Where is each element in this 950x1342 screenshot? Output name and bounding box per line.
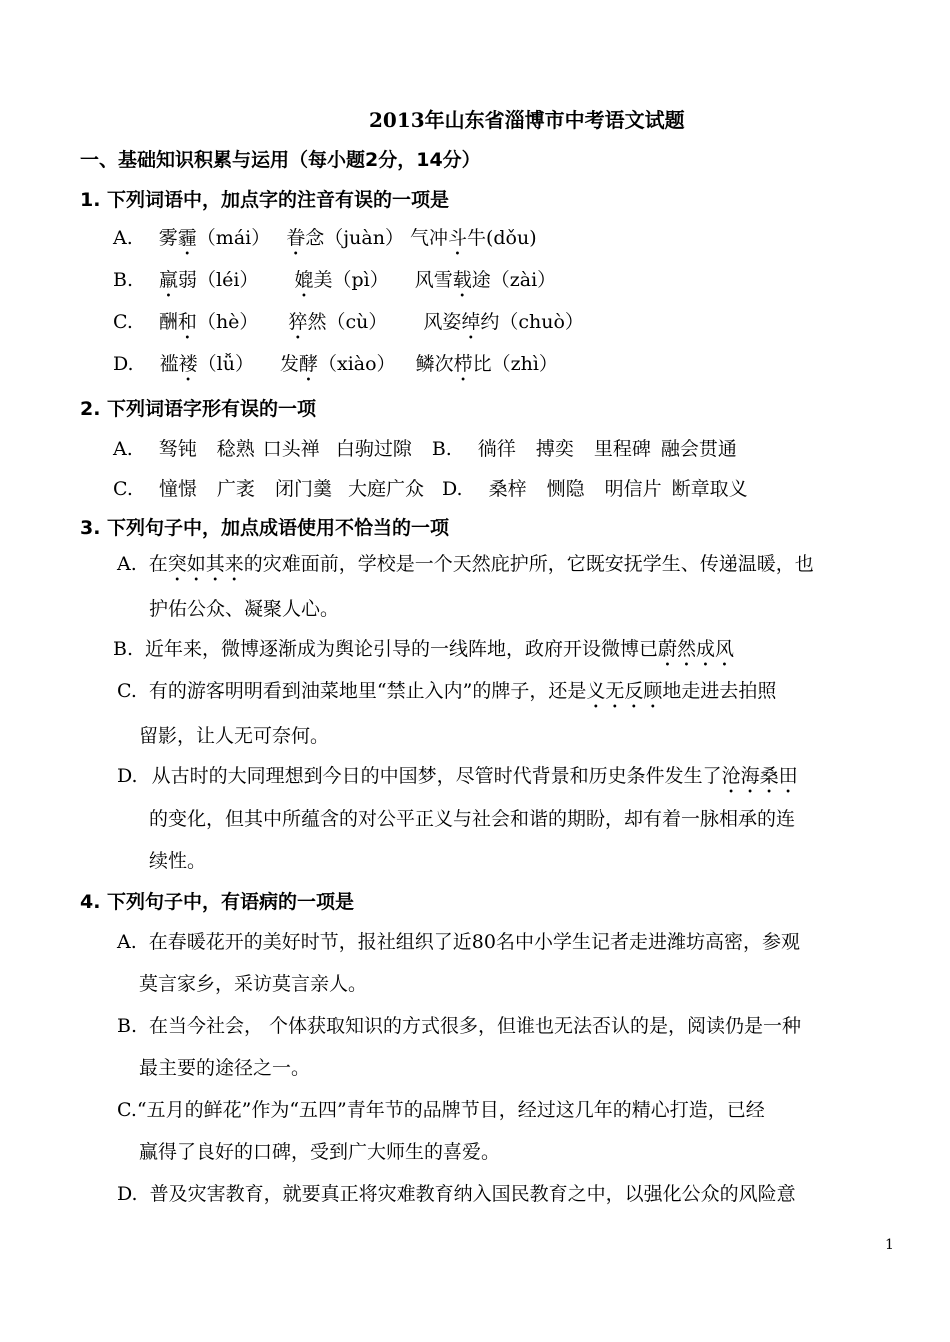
question-2-stem: 2. 下列词语字形有误的一项 bbox=[80, 398, 317, 420]
dotted-char: 猝 bbox=[288, 311, 308, 333]
dotted-char: 羸 bbox=[159, 269, 179, 291]
option-label: C. bbox=[117, 1099, 137, 1121]
sentence-text: 从古时的大同理想到今日的中国梦，尽管时代背景和历史条件发生了 bbox=[151, 765, 722, 787]
dotted-char: 载 bbox=[452, 269, 472, 291]
word: 大庭广众 bbox=[347, 478, 424, 500]
option-label: C. bbox=[113, 311, 133, 333]
option-label: A. bbox=[113, 438, 133, 460]
pinyin: （lǚ） bbox=[197, 353, 254, 375]
word: 口头禅 bbox=[262, 438, 320, 460]
option-label: B. bbox=[431, 438, 452, 460]
word-part: 然 bbox=[307, 311, 327, 333]
word: 驽钝 bbox=[158, 438, 197, 460]
dotted-char: 眷 bbox=[286, 227, 306, 249]
word: 闭门羹 bbox=[274, 478, 332, 500]
pinyin: （cù） bbox=[326, 311, 388, 333]
dotted-char: 霾 bbox=[177, 227, 197, 249]
q3-option-a-line2: 护佑公众、凝聚人心。 bbox=[149, 598, 340, 620]
sentence-text: 在当今社会， 个体获取知识的方式很多，但谁也无法否认的是，阅读仍是一种 bbox=[149, 1015, 802, 1037]
q4-option-c bbox=[117, 1098, 765, 1122]
word-part: 褴 bbox=[159, 353, 179, 375]
pinyin: （juàn） bbox=[324, 227, 404, 249]
dotted-idiom: 沧海桑田 bbox=[721, 765, 798, 787]
word: 徜徉 bbox=[477, 438, 516, 460]
word-part: 约（chuò） bbox=[480, 311, 584, 333]
pinyin: （mái） bbox=[196, 227, 271, 249]
word: 明信片 bbox=[604, 478, 662, 500]
q1-option-a bbox=[113, 226, 537, 260]
word: 桑梓 bbox=[488, 478, 527, 500]
word: 白驹过隙 bbox=[335, 438, 412, 460]
option-label: A. bbox=[117, 931, 137, 953]
q4-option-b bbox=[117, 1014, 801, 1038]
q1-option-c bbox=[113, 310, 584, 344]
sentence-text: 地走进去拍照 bbox=[662, 680, 777, 702]
word-part: 念 bbox=[305, 227, 325, 249]
dotted-char: 褛 bbox=[178, 353, 198, 375]
word-part: 途（zài） bbox=[471, 269, 557, 291]
option-label: B. bbox=[113, 638, 134, 660]
word-part: 气冲 bbox=[409, 227, 448, 249]
option-label: A. bbox=[113, 227, 133, 249]
question-3-stem: 3. 下列句子中，加点成语使用不恰当的一项 bbox=[80, 517, 450, 539]
q3-option-a bbox=[117, 552, 814, 586]
dotted-char: 和 bbox=[177, 311, 197, 333]
sentence-text: 普及灾害教育，就要真正将灾难教育纳入国民教育之中，以强化公众的风险意 bbox=[149, 1183, 796, 1205]
pinyin: （léi） bbox=[197, 269, 259, 291]
option-label: C. bbox=[113, 478, 133, 500]
q4-option-a bbox=[117, 930, 800, 954]
word: 融会贯通 bbox=[660, 438, 737, 460]
page-title: 2013年山东省淄博市中考语文试题 bbox=[369, 108, 685, 132]
option-label: B. bbox=[117, 1015, 138, 1037]
q4-option-d bbox=[117, 1182, 796, 1206]
dotted-char: 媲 bbox=[294, 269, 314, 291]
q1-option-b bbox=[113, 268, 556, 302]
word-part: 酬 bbox=[158, 311, 178, 333]
dotted-char: 斗 bbox=[447, 227, 467, 249]
dotted-char: 栉 bbox=[453, 353, 473, 375]
question-1-stem: 1. 下列词语中，加点字的注音有误的一项是 bbox=[80, 189, 450, 211]
option-label: D. bbox=[113, 353, 134, 375]
dotted-char: 酵 bbox=[298, 353, 318, 375]
word-part: 牛(dǒu) bbox=[466, 227, 537, 249]
q2-row-1 bbox=[113, 437, 737, 461]
dotted-idiom: 蔚然成风 bbox=[658, 638, 735, 660]
word-part: 弱 bbox=[178, 269, 198, 291]
pinyin: （pì） bbox=[332, 269, 389, 291]
dotted-idiom: 突如其来 bbox=[167, 553, 244, 575]
sentence-text: 有的游客明明看到油菜地里“禁止入内”的牌子，还是 bbox=[148, 680, 587, 702]
word-part: 比（zhì） bbox=[472, 353, 558, 375]
option-label: C. bbox=[117, 680, 137, 702]
q3-option-c bbox=[117, 679, 776, 713]
page-number: 1 bbox=[885, 1237, 894, 1253]
sentence-text: 的灾难面前，学校是一个天然庇护所，它既安抚学生、传递温暖，也 bbox=[243, 553, 814, 575]
question-4-stem: 4. 下列句子中，有语病的一项是 bbox=[80, 891, 355, 913]
option-label: A. bbox=[117, 553, 137, 575]
word-part: 鳞次 bbox=[415, 353, 454, 375]
sentence-text: 在春暖花开的美好时节，报社组织了近80名中小学生记者走进潍坊高密，参观 bbox=[148, 931, 800, 953]
word: 恻隐 bbox=[546, 478, 585, 500]
option-label: D. bbox=[117, 765, 138, 787]
option-label: D. bbox=[441, 478, 463, 500]
q1-option-d bbox=[113, 352, 558, 386]
sentence-text: “五月的鲜花”作为“五四”青年节的品牌节目，经过这几年的精心打造，已经 bbox=[136, 1099, 765, 1121]
q3-option-d-line3: 续性。 bbox=[149, 850, 207, 872]
word-part: 发 bbox=[279, 353, 299, 375]
dotted-char: 绰 bbox=[461, 311, 481, 333]
q3-option-b bbox=[113, 637, 734, 671]
q4-option-b-line2: 最主要的途径之一。 bbox=[139, 1057, 311, 1079]
word: 广袤 bbox=[216, 478, 255, 500]
option-label: D. bbox=[117, 1183, 138, 1205]
q3-option-d bbox=[117, 764, 798, 798]
word: 稔熟 bbox=[216, 438, 255, 460]
pinyin: （xiào） bbox=[318, 353, 396, 375]
sentence-text: 近年来，微博逐渐成为舆论引导的一线阵地，政府开设微博已 bbox=[145, 638, 659, 660]
q4-option-c-line2: 赢得了良好的口碑，受到广大师生的喜爱。 bbox=[139, 1141, 501, 1163]
section-heading: 一、基础知识积累与运用（每小题2分，14分） bbox=[80, 149, 481, 171]
word: 憧憬 bbox=[158, 478, 197, 500]
q2-row-2 bbox=[113, 477, 748, 501]
word-part: 雾 bbox=[158, 227, 178, 249]
word-part: 风雪 bbox=[414, 269, 453, 291]
option-label: B. bbox=[113, 269, 134, 291]
dotted-idiom: 义无反顾 bbox=[586, 680, 663, 702]
word-part: 美 bbox=[313, 269, 333, 291]
word: 断章取义 bbox=[671, 478, 748, 500]
word-part: 风姿 bbox=[423, 311, 462, 333]
word: 里程碑 bbox=[593, 438, 651, 460]
q3-option-c-line2: 留影，让人无可奈何。 bbox=[139, 725, 330, 747]
pinyin: （hè） bbox=[196, 311, 259, 333]
q3-option-d-line2: 的变化，但其中所蕴含的对公平正义与社会和谐的期盼，却有着一脉相承的连 bbox=[149, 808, 796, 830]
word: 搏奕 bbox=[535, 438, 574, 460]
sentence-text: 在 bbox=[148, 553, 168, 575]
q4-option-a-line2: 莫言家乡，采访莫言亲人。 bbox=[139, 973, 368, 995]
